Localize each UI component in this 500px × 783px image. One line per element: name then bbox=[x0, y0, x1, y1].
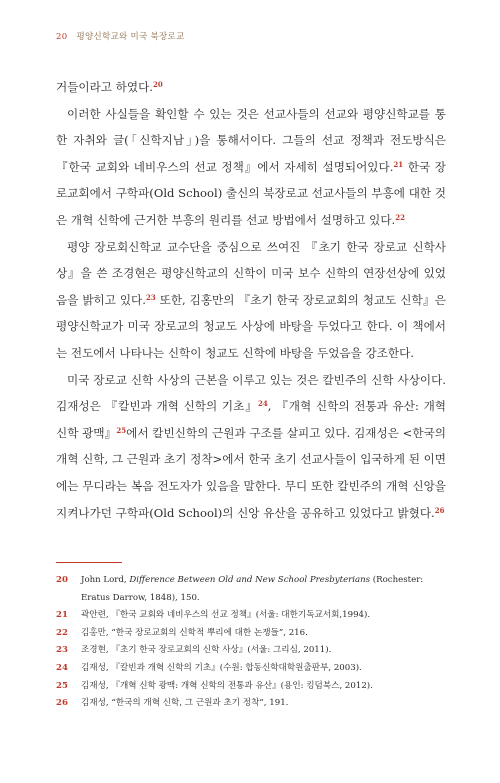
footnote-text bbox=[81, 572, 448, 607]
footnote-ref-23[interactable]: 23 bbox=[145, 292, 156, 302]
footnote-item bbox=[56, 607, 448, 625]
footnote-text: 조경현, 『초기 한국 장로교회의 신학 사상』(서울: 그리심, 2011). bbox=[81, 645, 332, 656]
paragraph-2-text-b: 한국 장로교회에서 구학파(Old School) 출신의 북장로교 선교사들의 부흥에 대한 것은 개혁 신학에 근거한 부흥의 원리를 선교 방법에서 설명하고 있다. bbox=[56, 159, 446, 227]
main-text bbox=[56, 74, 446, 526]
paragraph-4-text-c: 에서 칼빈신학의 근원과 구조를 살피고 있다. 김재성은 <한국의 개혁 신학, 그 근원과 초기 정착>에서 한국 초기 선교사들이 입국하게 된 이면에는 무디라는 복음 전도자가 있음을 말한다. 무디 또한 칼빈주의 개혁 신앙을 지켜나가던 구학파(Old School)의 신앙 유산을 공유하고 있었다고 밝혔다. bbox=[56, 425, 446, 520]
paragraph-2 bbox=[56, 101, 446, 234]
footnote-text-before: John Lord, bbox=[81, 575, 130, 585]
running-title: 평양신학교와 미국 북장로교 bbox=[76, 32, 185, 42]
footnote-ref-25[interactable]: 25 bbox=[116, 425, 127, 435]
footnote-number: 21 bbox=[56, 610, 68, 621]
footnote-item bbox=[56, 625, 448, 643]
footnote-ref-24[interactable]: 24 bbox=[258, 399, 268, 409]
footnote-text: 곽안련, 『한국 교회와 네비우스의 선교 정책』(서울: 대한기독교서회,1994). bbox=[81, 610, 371, 621]
footnote-number: 23 bbox=[56, 645, 68, 656]
page-number: 20 bbox=[56, 32, 68, 42]
footnote-number: 26 bbox=[56, 698, 68, 709]
footnote-item bbox=[56, 642, 448, 660]
footnote-text-after: (Rochester: Eratus Darrow, 1848), 150. bbox=[81, 575, 424, 603]
footnote-divider bbox=[56, 562, 122, 563]
paragraph-3 bbox=[56, 234, 446, 367]
footnote-text: 김홍만, “한국 장로교회의 신학적 뿌리에 대한 논쟁들”, 216. bbox=[81, 627, 308, 638]
footnotes bbox=[56, 572, 448, 713]
paragraph-1 bbox=[56, 74, 446, 101]
footnote-item bbox=[56, 660, 448, 678]
footnote-item bbox=[56, 695, 448, 713]
footnote-ref-21[interactable]: 21 bbox=[393, 159, 404, 169]
footnote-number: 25 bbox=[56, 680, 68, 691]
footnote-text: 김재성, “한국의 개혁 신학, 그 근원과 초기 정착”, 191. bbox=[81, 698, 289, 709]
paragraph-3-text-a: 평양 장로회신학교 교수단을 중심으로 쓰여진 『초기 한국 장로교 신학사상』을 쓴 조경현은 평양신학교의 신학이 미국 보수 신학의 연장선상에 있었음을 밝히고 있다. bbox=[56, 239, 446, 307]
paragraph-2-text-a: 이러한 사실들을 확인할 수 있는 것은 선교사들의 선교와 평양신학교를 통한 자취와 글(「신학지남」)을 통해서이다. 그들의 선교 정책과 전도방식은 『한국 교회와 네비우스의 선교 정책』에서 자세히 설명되어있다. bbox=[56, 106, 446, 174]
paragraph-4-text-a: 미국 장로교 신학 사상의 근본을 이루고 있는 것은 칼빈주의 신학 사상이다. 김재성은 『칼빈과 개혁 신학의 기초』 bbox=[56, 372, 446, 414]
paragraph-4 bbox=[56, 367, 446, 527]
footnote-ref-20[interactable]: 20 bbox=[152, 80, 163, 89]
footnote-item bbox=[56, 678, 448, 696]
footnote-ref-26[interactable]: 26 bbox=[434, 505, 445, 515]
paragraph-1-text: 거들이라고 하였다. bbox=[56, 80, 153, 94]
footnote-number: 20 bbox=[56, 575, 68, 585]
footnote-book-title: Difference Between Old and New School Presbyterians bbox=[129, 575, 371, 585]
paragraph-3-text-b: 또한, 김홍만의 『초기 한국 장로교회의 청교도 신학』은 평양신학교가 미국 장로교의 청교도 사상에 바탕을 두었다고 한다. 이 책에서는 전도에서 나타나는 신학이 청교도 신학에 바탕을 두었음을 강조한다. bbox=[56, 292, 446, 360]
running-header bbox=[56, 30, 185, 42]
paragraph-4-text-b: , 『개혁 신학의 전통과 유산: 개혁 신학 광맥』 bbox=[56, 399, 446, 440]
footnote-text: 김재성, 『개혁 신학 광맥: 개혁 신학의 전통과 유산』(용인: 킹덤북스, 2012). bbox=[81, 680, 373, 691]
footnote-item bbox=[56, 572, 448, 607]
footnote-text: 김재성, 『칼빈과 개혁 신학의 기초』(수원: 합동신학대학원출판부, 2003). bbox=[81, 662, 362, 673]
footnote-number: 22 bbox=[56, 627, 68, 638]
footnote-ref-22[interactable]: 22 bbox=[395, 212, 405, 222]
footnote-number: 24 bbox=[56, 662, 68, 673]
